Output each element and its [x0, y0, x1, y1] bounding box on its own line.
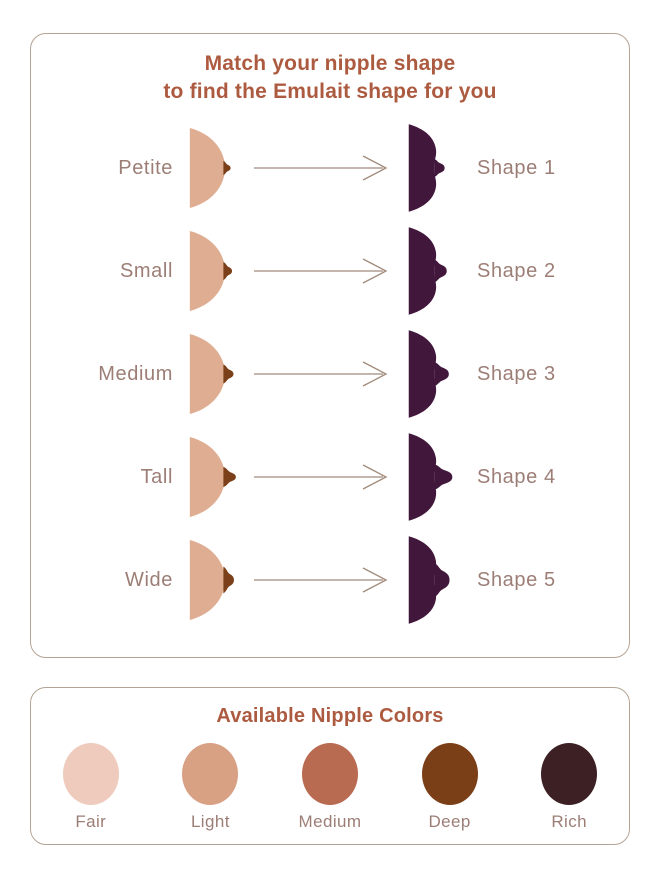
match-arrow — [237, 360, 407, 388]
color-swatch-item — [31, 743, 151, 832]
breast-size-label: Tall — [140, 465, 173, 488]
color-swatch-item — [390, 743, 510, 832]
color-swatch-circle — [541, 743, 597, 805]
bottle-tip-path — [434, 362, 449, 387]
bottle-nipple-icon — [407, 532, 463, 628]
color-swatch-item — [151, 743, 271, 832]
color-swatch-circle — [182, 743, 238, 805]
breast-nipple-path — [223, 567, 234, 594]
bottle-nipple-icon — [407, 326, 463, 422]
shape-match-row — [31, 426, 629, 529]
colors-title: Available Nipple Colors — [216, 705, 444, 727]
bottle-nipple-icon — [407, 429, 463, 525]
bottle-body-path — [409, 228, 436, 316]
match-arrow — [237, 257, 407, 285]
color-swatch-circle — [63, 743, 119, 805]
shape-result-label: Shape 2 — [477, 259, 556, 282]
bottle-nipple-icon — [407, 223, 463, 319]
bottle-nipple-illustration — [407, 532, 463, 628]
breast-illustration — [189, 431, 237, 523]
breast-nipple-path — [223, 365, 233, 384]
shape-result-label: Shape 4 — [477, 465, 556, 488]
breast-size-label: Petite — [118, 156, 173, 179]
breast-dome-path — [190, 437, 225, 517]
breast-icon — [189, 431, 237, 523]
color-swatch-label: Fair — [75, 812, 107, 831]
match-arrow — [237, 463, 407, 491]
shape-matcher-card — [30, 33, 630, 658]
color-swatch-item — [270, 743, 390, 832]
matcher-title-line2: to find the Emulait shape for you — [163, 79, 497, 103]
right-arrow-icon — [252, 154, 392, 182]
matcher-title-line1: Match your nipple shape — [204, 52, 456, 75]
shape-match-row — [31, 117, 629, 220]
breast-size-label: Medium — [98, 362, 173, 385]
swatch-row — [31, 743, 629, 832]
bottle-nipple-illustration — [407, 120, 463, 216]
match-arrow — [237, 154, 407, 182]
breast-nipple-path — [223, 161, 230, 175]
shape-result-label: Shape 3 — [477, 362, 556, 385]
shape-match-row — [31, 323, 629, 426]
breast-icon — [189, 534, 237, 626]
bottle-body-path — [409, 537, 436, 625]
bottle-nipple-illustration — [407, 223, 463, 319]
breast-illustration — [189, 225, 237, 317]
shape-result-label: Shape 1 — [477, 156, 556, 179]
shape-result-label: Shape 5 — [477, 568, 556, 591]
bottle-tip-path — [434, 159, 445, 177]
breast-nipple-path — [223, 262, 232, 280]
bottle-tip-path — [434, 563, 449, 597]
color-swatch-label: Rich — [551, 812, 587, 831]
breast-icon — [189, 328, 237, 420]
color-swatch-circle — [302, 743, 358, 805]
breast-icon — [189, 225, 237, 317]
right-arrow-icon — [252, 463, 392, 491]
breast-dome-path — [190, 334, 225, 414]
bottle-body-path — [409, 125, 436, 213]
bottle-tip-path — [434, 260, 447, 283]
bottle-body-path — [409, 434, 436, 522]
match-arrow — [237, 566, 407, 594]
breast-size-label: Small — [119, 259, 173, 282]
color-swatch-label: Deep — [428, 812, 471, 831]
breast-nipple-path — [223, 467, 235, 487]
shape-match-row — [31, 220, 629, 323]
bottle-tip-path — [434, 464, 452, 490]
breast-dome-path — [190, 128, 225, 208]
bottle-nipple-icon — [407, 120, 463, 216]
shape-rows — [31, 117, 629, 632]
breast-illustration — [189, 122, 237, 214]
bottle-body-path — [409, 331, 436, 419]
bottle-nipple-illustration — [407, 326, 463, 422]
matcher-title — [31, 50, 629, 106]
color-swatch-circle — [422, 743, 478, 805]
right-arrow-icon — [252, 566, 392, 594]
breast-dome-path — [190, 231, 225, 311]
right-arrow-icon — [252, 360, 392, 388]
color-swatch-label: Light — [190, 812, 230, 831]
color-swatch-label: Medium — [298, 812, 362, 831]
breast-icon — [189, 122, 237, 214]
color-swatch-item — [509, 743, 629, 832]
shape-match-row — [31, 529, 629, 632]
breast-size-label: Wide — [125, 568, 173, 591]
breast-illustration — [189, 534, 237, 626]
nipple-colors-card — [30, 687, 630, 845]
breast-illustration — [189, 328, 237, 420]
breast-dome-path — [190, 540, 225, 620]
bottle-nipple-illustration — [407, 429, 463, 525]
right-arrow-icon — [252, 257, 392, 285]
